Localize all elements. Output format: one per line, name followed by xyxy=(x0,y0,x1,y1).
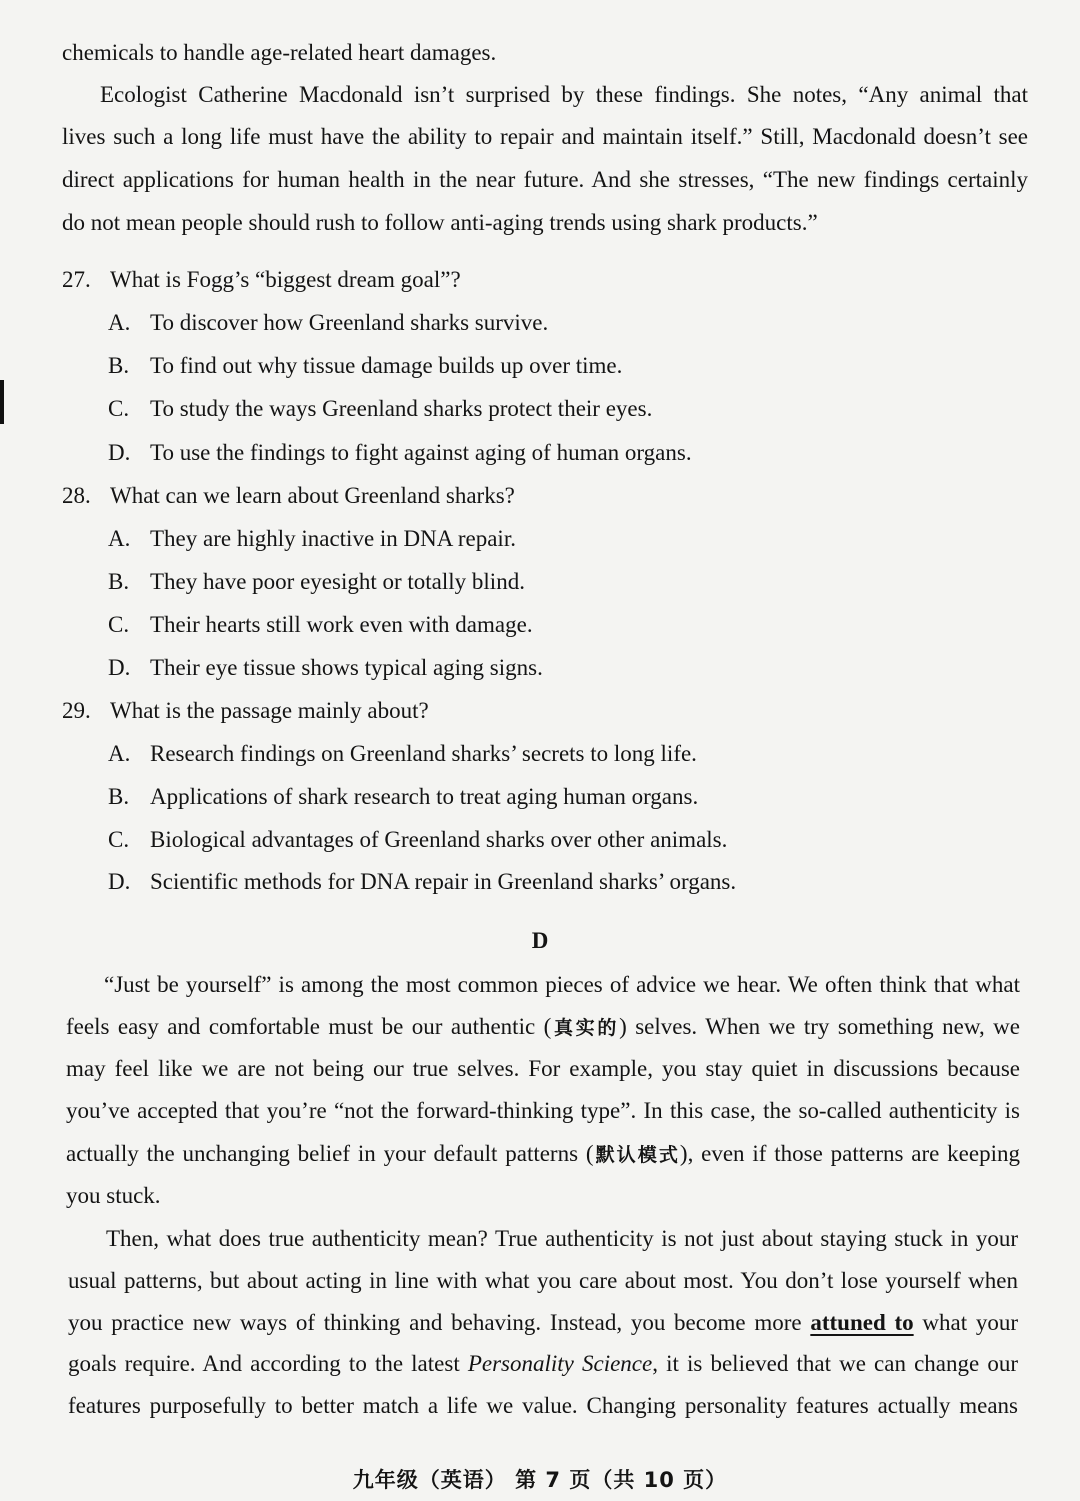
chinese-gloss: 真实的 xyxy=(551,1017,620,1039)
option-text: Research findings on Greenland sharks’ secrets to long life. xyxy=(150,741,697,766)
option-letter: C. xyxy=(108,827,130,852)
option-text: Applications of shark research to treat aging human organs. xyxy=(150,784,699,809)
underlined-phrase: attuned to xyxy=(810,1310,914,1335)
option-letter: B. xyxy=(108,784,130,809)
option-29-c xyxy=(108,825,727,855)
passage-line: Then, what does true authenticity mean? True authenticity is not just about staying stuck in your xyxy=(106,1226,1018,1251)
passage-line: may feel like we are not being our true selves. For example, you stay quiet in discussions because xyxy=(66,1056,1020,1081)
line-text: feels easy and comfortable must be our authentic ( xyxy=(66,1014,552,1039)
option-29-d xyxy=(108,867,736,897)
question-27 xyxy=(62,265,461,295)
option-text: Their hearts still work even with damage. xyxy=(150,612,533,637)
option-text: They have poor eyesight or totally blind. xyxy=(150,569,525,594)
question-number: 27. xyxy=(62,267,91,292)
option-letter: B. xyxy=(108,353,130,378)
question-29 xyxy=(62,696,429,726)
question-number: 28. xyxy=(62,483,91,508)
option-text: To study the ways Greenland sharks protect their eyes. xyxy=(150,396,653,421)
line-text: what your xyxy=(913,1310,1018,1335)
passage-line: Ecologist Catherine Macdonald isn’t surprised by these findings. She notes, “Any animal that xyxy=(100,82,1028,107)
passage-line: features purposefully to better match a life we value. Changing personality features actually means xyxy=(68,1393,1018,1418)
chinese-gloss: 默认模式 xyxy=(593,1144,680,1166)
option-29-b xyxy=(108,782,698,812)
line-text: goals require. And according to the latest xyxy=(68,1351,468,1376)
option-28-a xyxy=(108,524,516,554)
option-27-c xyxy=(108,394,652,424)
option-letter: C. xyxy=(108,396,130,421)
page-footer: 九年级（英语） 第 7 页（共 10 页） xyxy=(352,1468,728,1492)
option-27-a xyxy=(108,308,548,338)
line-text: , it is believed that we can change our xyxy=(652,1351,1019,1376)
passage-line xyxy=(66,1139,1020,1170)
line-text: ), even if those patterns are keeping xyxy=(679,1141,1020,1166)
option-text: Scientific methods for DNA repair in Greenland sharks’ organs. xyxy=(150,869,737,894)
passage-line: do not mean people should rush to follow anti-aging trends using shark products.” xyxy=(62,210,818,235)
option-27-b xyxy=(108,351,622,381)
passage-line: “Just be yourself” is among the most common pieces of advice we hear. We often think that what xyxy=(104,972,1020,997)
option-28-b xyxy=(108,567,525,597)
option-text: To find out why tissue damage builds up over time. xyxy=(150,353,623,378)
option-letter: D. xyxy=(108,440,131,465)
question-text: What is Fogg’s “biggest dream goal”? xyxy=(110,267,461,292)
passage-line: lives such a long life must have the ability to repair and maintain itself.” Still, Macdonald doesn’t see xyxy=(62,124,1028,149)
scan-edge-mark xyxy=(0,380,4,424)
option-text: To use the findings to fight against aging of human organs. xyxy=(150,440,692,465)
passage-line xyxy=(68,1349,1018,1379)
passage-line xyxy=(68,1308,1018,1338)
option-28-c xyxy=(108,610,533,640)
option-text: They are highly inactive in DNA repair. xyxy=(150,526,516,551)
option-29-a xyxy=(108,739,697,769)
question-text: What is the passage mainly about? xyxy=(110,698,429,723)
question-number: 29. xyxy=(62,698,91,723)
line-text: you practice new ways of thinking and behaving. Instead, you become more xyxy=(68,1310,811,1335)
line-text: ) selves. When we try something new, we xyxy=(619,1014,1020,1039)
option-letter: D. xyxy=(108,655,131,680)
option-text: To discover how Greenland sharks survive. xyxy=(150,310,549,335)
passage-line xyxy=(66,1012,1020,1043)
option-letter: D. xyxy=(108,869,131,894)
line-text: actually the unchanging belief in your default patterns ( xyxy=(66,1141,594,1166)
option-text: Biological advantages of Greenland sharks over other animals. xyxy=(150,827,728,852)
section-heading: D xyxy=(531,928,549,953)
option-letter: C. xyxy=(108,612,130,637)
passage-line: chemicals to handle age-related heart damages. xyxy=(62,40,497,65)
option-letter: A. xyxy=(108,741,131,766)
option-letter: B. xyxy=(108,569,130,594)
option-text: Their eye tissue shows typical aging signs. xyxy=(150,655,543,680)
option-27-d xyxy=(108,438,692,468)
option-28-d xyxy=(108,653,543,683)
passage-line: you stuck. xyxy=(66,1183,161,1208)
passage-line: usual patterns, but about acting in line with what you care about most. You don’t lose yourself when xyxy=(68,1268,1018,1293)
passage-line: direct applications for human health in the near future. And she stresses, “The new findings certainly xyxy=(62,167,1028,192)
italic-title: Personality Science xyxy=(467,1351,653,1376)
option-letter: A. xyxy=(108,310,131,335)
question-text: What can we learn about Greenland sharks? xyxy=(110,483,515,508)
passage-line: you’ve accepted that you’re “not the forward-thinking type”. In this case, the so-called authenticity is xyxy=(66,1098,1020,1123)
question-28 xyxy=(62,481,515,511)
option-letter: A. xyxy=(108,526,131,551)
